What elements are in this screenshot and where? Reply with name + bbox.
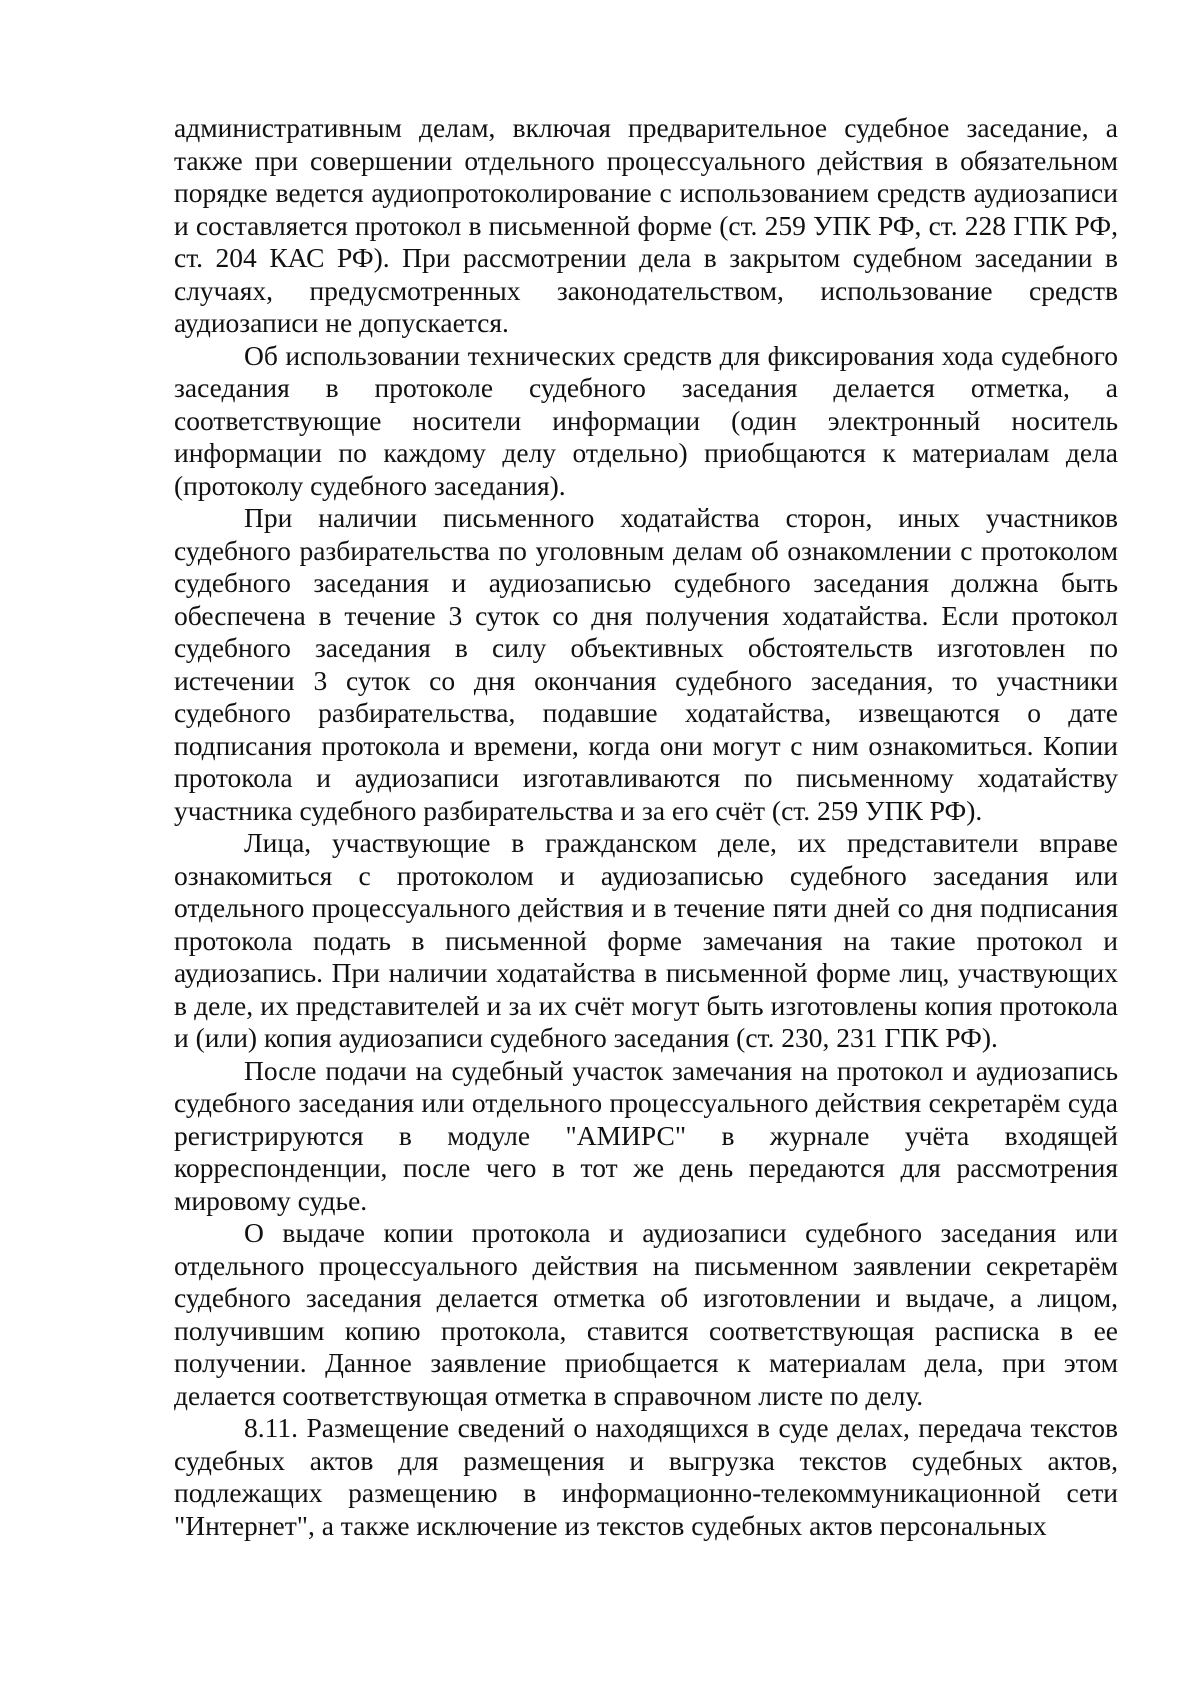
paragraph-remarks-registration: После подачи на судебный участок замечания на протокол и аудиозапись судебного заседания или отдельного процессуального действия секретарём суда регистрируются в модуле "АМИРС" в журнале учёта входящей корреспонденции, после чего в тот же день передаются для рассмотрения мировому судье. [174, 1054, 1118, 1216]
paragraph-copy-issuance: О выдаче копии протокола и аудиозаписи судебного заседания или отдельного процессуального действия на письменном заявлении секретарём судебного заседания делается отметка об изготовлении и выдаче, а лицом, получившим копию протокола, ставится соответствующая расписка в ее получении. Данное заявление приобщается к материалам дела, при этом делается соответствующая отметка в справочном листе по делу. [174, 1217, 1118, 1411]
paragraph-civil-cases: Лица, участвующие в гражданском деле, их представители вправе ознакомиться с протоколом и аудиозаписью судебного заседания или отдельного процессуального действия и в течение пяти дней со дня подписания протокола подать в письменной форме замечания на такие протокол и аудиозапись. При наличии ходатайства в письменной форме лиц, участвующих в деле, их представителей и за их счёт могут быть изготовлены копия протокола и (или) копия аудиозаписи судебного заседания (ст. 230, 231 ГПК РФ). [174, 827, 1118, 1053]
document-page [174, 112, 1118, 1542]
paragraph-technical-means: Об использовании технических средств для фиксирования хода судебного заседания в протоколе судебного заседания делается отметка, а соответствующие носители информации (один электронный носитель информации по каждому делу отдельно) приобщаются к материалам дела (протоколу судебного заседания). [174, 339, 1118, 501]
paragraph-continuation: административным делам, включая предварительное судебное заседание, а также при совершении отдельного процессуального действия в обязательном порядке ведется аудиопротоколирование с использованием средств аудиозаписи и составляется протокол в письменной форме (ст. 259 УПК РФ, ст. 228 ГПК РФ, ст. 204 КАС РФ). При рассмотрении дела в закрытом судебном заседании в случаях, предусмотренных законодательством, использование средств аудиозаписи не допускается. [174, 112, 1118, 338]
paragraph-section-8-11: 8.11. Размещение сведений о находящихся в суде делах, передача текстов судебных актов для размещения и выгрузка текстов судебных актов, подлежащих размещению в информационно-телекоммуникационной сети "Интернет", а также исключение из текстов судебных актов персональных [174, 1412, 1118, 1541]
paragraph-criminal-cases: При наличии письменного ходатайства сторон, иных участников судебного разбирательства по уголовным делам об ознакомлении с протоколом судебного заседания и аудиозаписью судебного заседания должна быть обеспечена в течение 3 суток со дня получения ходатайства. Если протокол судебного заседания в силу объективных обстоятельств изготовлен по истечении 3 суток со дня окончания судебного заседания, то участники судебного разбирательства, подавшие ходатайства, извещаются о дате подписания протокола и времени, когда они могут с ним ознакомиться. Копии протокола и аудиозаписи изготавливаются по письменному ходатайству участника судебного разбирательства и за его счёт (ст. 259 УПК РФ). [174, 502, 1118, 826]
